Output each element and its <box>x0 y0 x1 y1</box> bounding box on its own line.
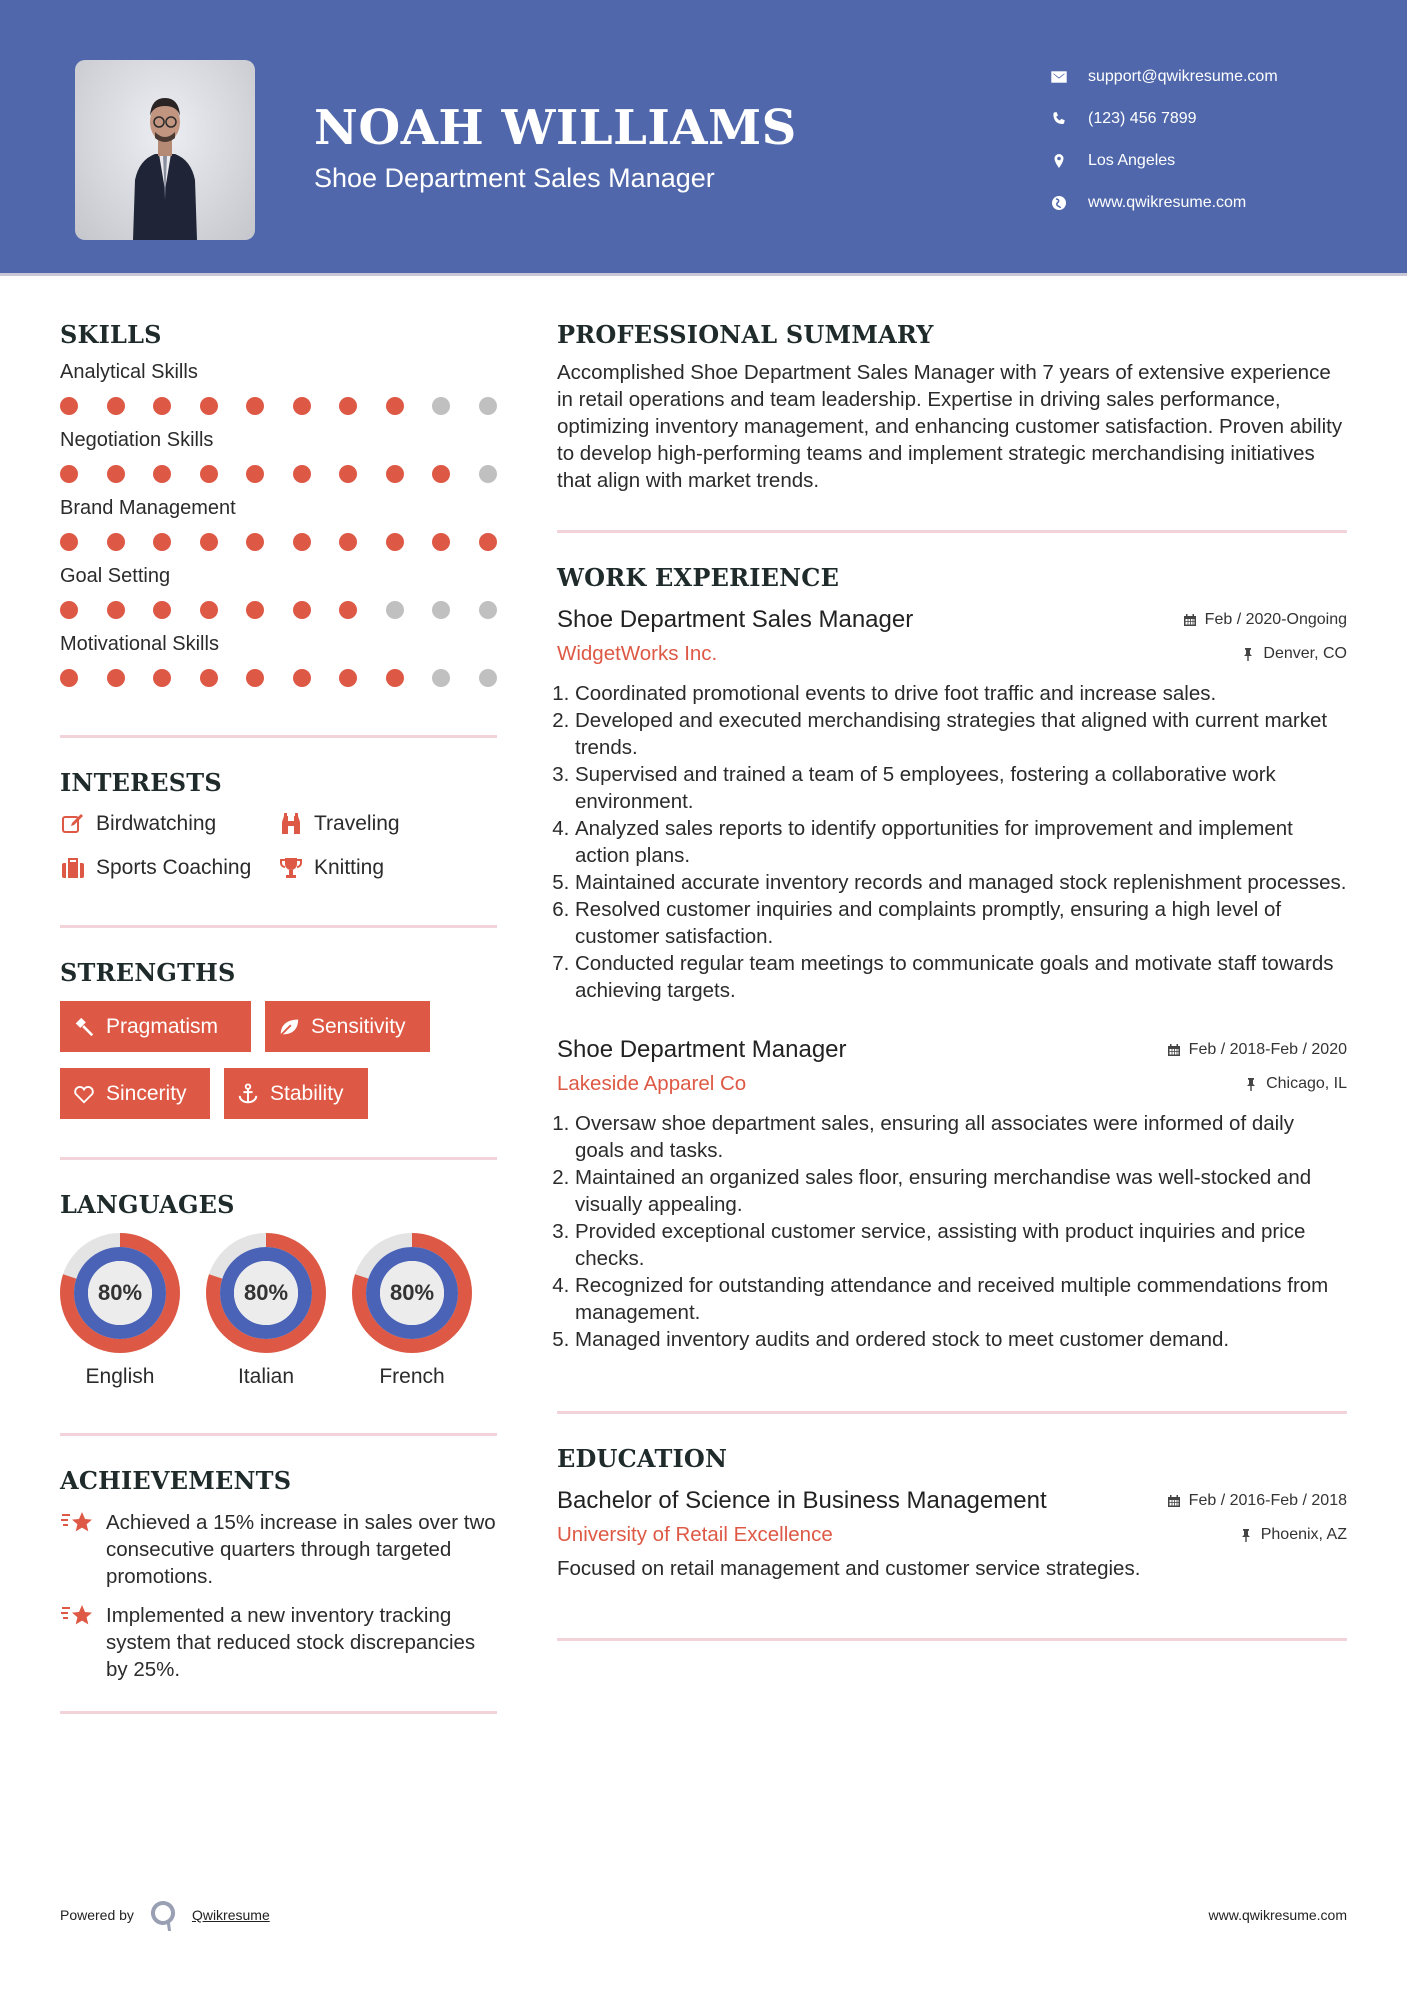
trophy-icon <box>278 855 304 881</box>
skill-rating <box>60 667 497 689</box>
job-dates <box>1167 1041 1347 1059</box>
rating-dot-empty <box>432 669 450 687</box>
leaf-icon <box>277 1015 301 1039</box>
rating-dot-filled <box>153 669 171 687</box>
interest-label: Traveling <box>314 812 400 835</box>
rating-dot-filled <box>246 465 264 483</box>
heart-icon <box>72 1082 96 1106</box>
globe-icon <box>1050 194 1068 212</box>
language-progress-ring <box>352 1233 472 1353</box>
right-column <box>557 320 1347 1641</box>
rating-dot-filled <box>339 397 357 415</box>
binoculars-icon <box>278 811 304 837</box>
skill-name: Analytical Skills <box>60 361 198 383</box>
rating-dot-filled <box>153 533 171 551</box>
strength-tag <box>60 1001 251 1052</box>
suitcase-icon <box>60 855 86 881</box>
responsibility-item: 5. Maintained accurate inventory records and managed stock replenishment processes. <box>575 869 1347 896</box>
person-portrait-icon <box>75 60 255 240</box>
job-location-text: Chicago, IL <box>1266 1075 1347 1092</box>
achievements-section <box>60 1466 497 1683</box>
star-icon <box>60 1602 94 1632</box>
skill-name: Brand Management <box>60 497 236 519</box>
rating-dot-filled <box>107 397 125 415</box>
company-name: Lakeside Apparel Co <box>557 1072 747 1095</box>
experience-section <box>557 563 1347 1353</box>
rating-dot-filled <box>60 397 78 415</box>
footer-website[interactable]: www.qwikresume.com <box>1208 1907 1347 1923</box>
envelope-icon <box>1050 68 1068 86</box>
section-divider <box>60 735 497 738</box>
section-divider <box>557 530 1347 533</box>
rating-dot-filled <box>107 601 125 619</box>
language-name: French <box>379 1365 445 1388</box>
rating-dot-filled <box>432 533 450 551</box>
rating-dot-filled <box>293 397 311 415</box>
rating-dot-filled <box>153 601 171 619</box>
section-divider <box>60 925 497 928</box>
job-dates <box>1183 611 1347 629</box>
section-divider <box>557 1411 1347 1414</box>
achievement-text: Achieved a 15% increase in sales over two consecutive quarters through targeted promotions. <box>106 1511 496 1588</box>
qwikresume-link[interactable]: Qwikresume <box>191 1907 270 1923</box>
strengths-heading: STRENGTHS <box>60 958 236 987</box>
job-dates-text: Feb / 2018-Feb / 2020 <box>1188 1041 1347 1058</box>
education-heading: EDUCATION <box>557 1444 728 1473</box>
responsibility-item: 3. Provided exceptional customer service, assisting with product inquiries and price checks. <box>575 1218 1347 1272</box>
education-location <box>1239 1526 1347 1544</box>
skill-rating <box>60 463 497 485</box>
education-dates <box>1167 1492 1347 1510</box>
job-title: Shoe Department Manager <box>557 1036 847 1063</box>
strength-tag <box>265 1001 430 1052</box>
contact-list <box>1050 56 1278 224</box>
responsibility-item: 1. Coordinated promotional events to drive foot traffic and increase sales. <box>575 680 1347 707</box>
rating-dot-filled <box>200 397 218 415</box>
job-title: Shoe Department Sales Manager <box>557 606 914 633</box>
rating-dot-filled <box>60 601 78 619</box>
rating-dot-filled <box>293 601 311 619</box>
language-percent: 80% <box>243 1280 289 1305</box>
interest-label: Birdwatching <box>96 812 217 835</box>
education-section <box>557 1444 1347 1582</box>
star-icon <box>60 1509 94 1539</box>
rating-dot-filled <box>107 669 125 687</box>
rating-dot-filled <box>107 465 125 483</box>
contact-location <box>1050 140 1278 182</box>
contact-phone[interactable] <box>1050 98 1278 140</box>
rating-dot-filled <box>60 533 78 551</box>
pushpin-icon <box>1241 647 1255 661</box>
rating-dot-filled <box>200 601 218 619</box>
language-name: English <box>85 1365 155 1388</box>
skill-rating <box>60 531 497 553</box>
strength-label: Sincerity <box>106 1081 187 1105</box>
rating-dot-empty <box>432 601 450 619</box>
interest-item <box>278 855 497 881</box>
pushpin-icon <box>1244 1077 1258 1091</box>
language-item <box>60 1233 180 1389</box>
job-location <box>1244 1075 1347 1093</box>
contact-phone-text: (123) 456 7899 <box>1088 110 1197 127</box>
qwikresume-logo-icon <box>148 1898 178 1932</box>
calendar-icon <box>1183 613 1197 627</box>
pushpin-icon <box>1239 1528 1253 1542</box>
language-progress-ring <box>206 1233 326 1353</box>
section-divider <box>60 1711 497 1714</box>
rating-dot-filled <box>293 533 311 551</box>
skills-list <box>60 361 497 689</box>
anchor-icon <box>236 1082 260 1106</box>
language-item <box>352 1233 472 1389</box>
interest-item <box>60 811 278 837</box>
rating-dot-filled <box>153 465 171 483</box>
powered-by-label: Powered by <box>60 1907 134 1923</box>
languages-heading: LANGUAGES <box>60 1190 235 1219</box>
school-name: University of Retail Excellence <box>557 1523 833 1546</box>
responsibility-item: 4. Analyzed sales reports to identify opportunities for improvement and implement action plans. <box>575 815 1347 869</box>
left-column <box>60 320 497 1714</box>
job-entry <box>557 606 1347 1004</box>
rating-dot-filled <box>200 465 218 483</box>
strengths-list <box>60 1001 497 1119</box>
contact-email-text: support@qwikresume.com <box>1088 68 1278 85</box>
interests-list <box>60 811 497 881</box>
achievement-item <box>60 1509 497 1590</box>
language-percent: 80% <box>389 1280 435 1305</box>
rating-dot-filled <box>246 397 264 415</box>
interest-item <box>278 811 497 837</box>
job-location-text: Denver, CO <box>1263 645 1347 662</box>
rating-dot-filled <box>293 669 311 687</box>
contact-location-text: Los Angeles <box>1088 152 1176 169</box>
summary-heading: PROFESSIONAL SUMMARY <box>557 320 934 349</box>
language-percent: 80% <box>97 1280 143 1305</box>
achievements-heading: ACHIEVEMENTS <box>60 1466 292 1495</box>
rating-dot-filled <box>246 533 264 551</box>
section-divider <box>60 1433 497 1436</box>
languages-list <box>60 1233 497 1389</box>
rating-dot-filled <box>339 669 357 687</box>
education-dates-text: Feb / 2016-Feb / 2018 <box>1188 1492 1347 1509</box>
skill-name: Negotiation Skills <box>60 429 214 451</box>
section-divider <box>557 1638 1347 1641</box>
rating-dot-filled <box>386 669 404 687</box>
rating-dot-filled <box>293 465 311 483</box>
rating-dot-empty <box>479 669 497 687</box>
rating-dot-empty <box>479 465 497 483</box>
rating-dot-empty <box>479 601 497 619</box>
edit-icon <box>60 811 86 837</box>
languages-section <box>60 1190 497 1389</box>
calendar-icon <box>1167 1494 1181 1508</box>
phone-icon <box>1050 110 1068 128</box>
calendar-icon <box>1167 1043 1181 1057</box>
rating-dot-filled <box>339 533 357 551</box>
rating-dot-filled <box>386 533 404 551</box>
education-description: Focused on retail management and customer service strategies. <box>557 1557 1141 1580</box>
language-item <box>206 1233 326 1389</box>
rating-dot-empty <box>386 601 404 619</box>
rating-dot-filled <box>200 669 218 687</box>
job-location <box>1241 645 1347 663</box>
contact-website[interactable] <box>1050 182 1278 224</box>
responsibility-item: 7. Conducted regular team meetings to communicate goals and motivate staff towards achieving targets. <box>575 950 1347 1004</box>
candidate-title: Shoe Department Sales Manager <box>314 163 715 193</box>
map-pin-icon <box>1050 152 1068 170</box>
skill-rating <box>60 599 497 621</box>
job-responsibilities <box>557 680 1347 1004</box>
skills-section <box>60 320 497 689</box>
achievement-text: Implemented a new inventory tracking system that reduced stock discrepancies by 25%. <box>106 1604 476 1681</box>
skill-name: Goal Setting <box>60 565 171 587</box>
summary-section <box>557 320 1347 494</box>
rating-dot-filled <box>200 533 218 551</box>
strength-label: Stability <box>270 1081 344 1105</box>
contact-website-text: www.qwikresume.com <box>1088 194 1247 211</box>
strength-tag <box>224 1068 368 1119</box>
interest-label: Knitting <box>314 856 385 879</box>
skill-rating <box>60 395 497 417</box>
interests-section <box>60 768 497 881</box>
strength-tag <box>60 1068 210 1119</box>
rating-dot-filled <box>386 465 404 483</box>
language-name: Italian <box>237 1365 295 1388</box>
company-name: WidgetWorks Inc. <box>557 642 718 665</box>
interests-heading: INTERESTS <box>60 768 222 797</box>
rating-dot-filled <box>246 669 264 687</box>
education-location-text: Phoenix, AZ <box>1260 1526 1347 1543</box>
job-entry <box>557 1036 1347 1353</box>
responsibility-item: 2. Developed and executed merchandising strategies that aligned with current market trends. <box>575 707 1347 761</box>
responsibility-item: 3. Supervised and trained a team of 5 employees, fostering a collaborative work environment. <box>575 761 1347 815</box>
responsibility-item: 2. Maintained an organized sales floor, ensuring merchandise was well-stocked and visually appealing. <box>575 1164 1347 1218</box>
section-divider <box>60 1157 497 1160</box>
candidate-name: NOAH WILLIAMS <box>314 100 797 156</box>
strength-label: Pragmatism <box>106 1014 219 1038</box>
job-responsibilities <box>557 1110 1347 1353</box>
education-entry <box>557 1487 1347 1582</box>
summary-text: Accomplished Shoe Department Sales Manager with 7 years of extensive experience in retail operations and team leadership. Expertise in driving sales performance, optimizing inventory management, and enhancing customer satisfaction. Proven ability to develop high-performing teams and implement strategic merchandising initiatives that align with market trends. <box>557 361 1343 492</box>
language-progress-ring <box>60 1233 180 1353</box>
rating-dot-empty <box>479 397 497 415</box>
achievements-list <box>60 1509 497 1683</box>
rating-dot-empty <box>432 397 450 415</box>
contact-email[interactable] <box>1050 56 1278 98</box>
footer <box>60 1898 1347 1932</box>
responsibility-item: 4. Recognized for outstanding attendance and received multiple commendations from management. <box>575 1272 1347 1326</box>
rating-dot-filled <box>107 533 125 551</box>
responsibility-item: 5. Managed inventory audits and ordered stock to meet customer demand. <box>575 1326 1347 1353</box>
interest-label: Sports Coaching <box>96 856 252 879</box>
strengths-section <box>60 958 497 1119</box>
rating-dot-filled <box>60 669 78 687</box>
profile-photo <box>75 60 255 240</box>
rating-dot-filled <box>153 397 171 415</box>
rating-dot-filled <box>246 601 264 619</box>
achievement-item <box>60 1602 497 1683</box>
gavel-icon <box>72 1015 96 1039</box>
rating-dot-filled <box>386 397 404 415</box>
skill-name: Motivational Skills <box>60 633 219 655</box>
resume-header <box>0 0 1407 276</box>
rating-dot-filled <box>479 533 497 551</box>
degree-title: Bachelor of Science in Business Management <box>557 1487 1047 1514</box>
experience-heading: WORK EXPERIENCE <box>557 563 840 592</box>
interest-item <box>60 855 278 881</box>
skills-heading: SKILLS <box>60 320 162 349</box>
job-dates-text: Feb / 2020-Ongoing <box>1204 611 1347 628</box>
responsibility-item: 1. Oversaw shoe department sales, ensuring all associates were informed of daily goals and tasks. <box>575 1110 1347 1164</box>
rating-dot-filled <box>60 465 78 483</box>
strength-label: Sensitivity <box>311 1014 406 1038</box>
rating-dot-filled <box>432 465 450 483</box>
rating-dot-filled <box>339 601 357 619</box>
responsibility-item: 6. Resolved customer inquiries and complaints promptly, ensuring a high level of customer satisfaction. <box>575 896 1347 950</box>
rating-dot-filled <box>339 465 357 483</box>
powered-by <box>60 1898 270 1932</box>
